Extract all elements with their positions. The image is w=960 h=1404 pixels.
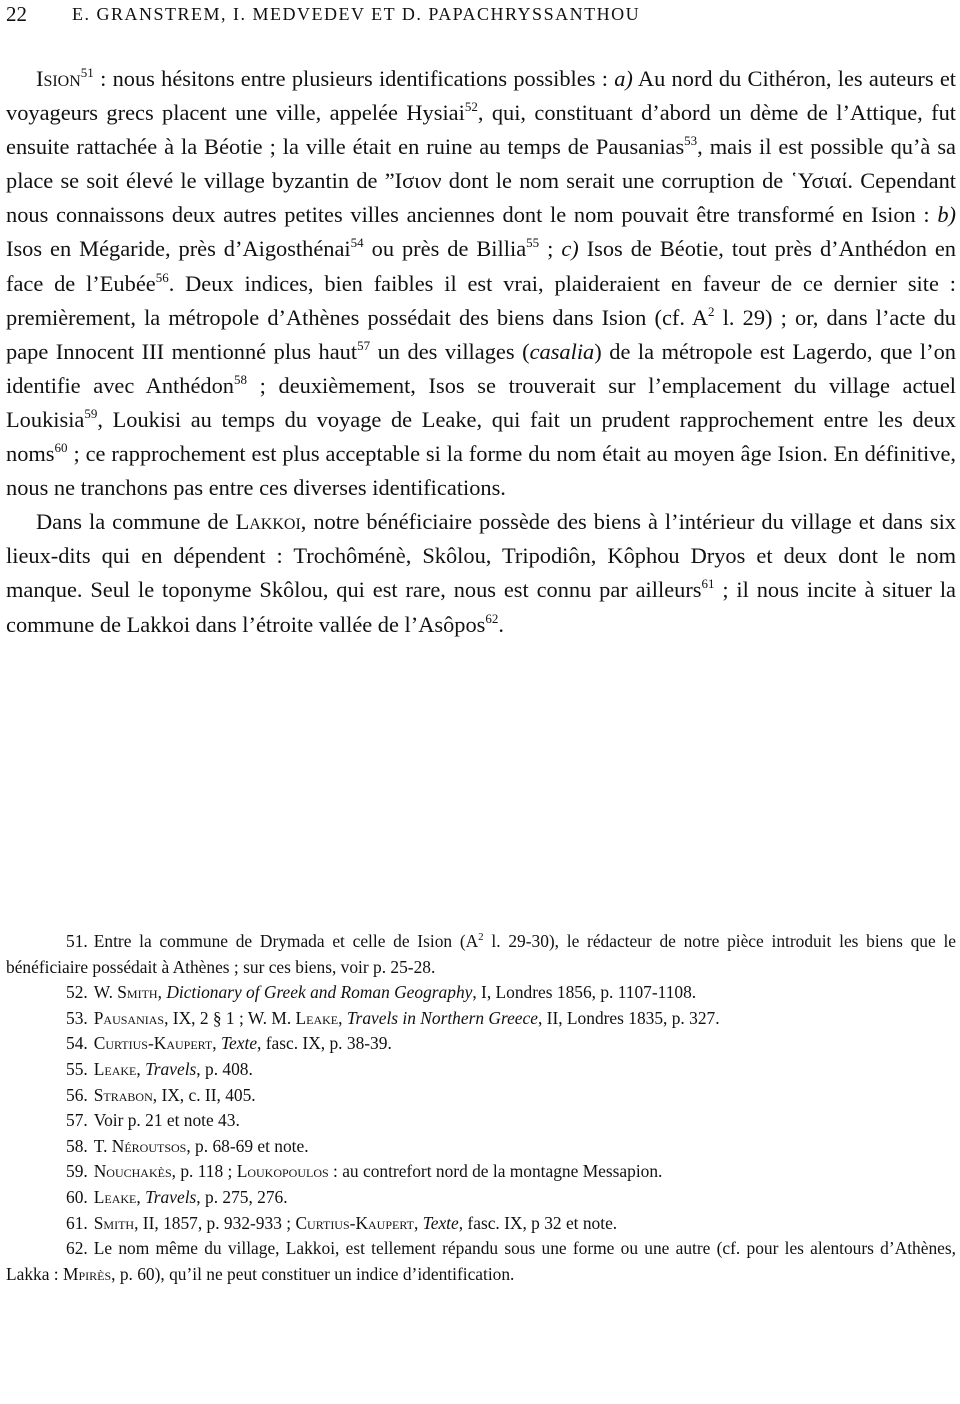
footnote — [6, 1185, 956, 1211]
text-run: : nous hésitons entre plusieurs identifications possibles : — [93, 66, 615, 91]
page-number: 22 — [6, 2, 27, 26]
small-caps-text: Loukopoulos — [236, 1161, 329, 1182]
footnote-ref: 60 — [54, 440, 68, 456]
small-caps-text: Mpirès — [62, 1263, 112, 1284]
italic-text: Dictionary of Greek and Roman Geography — [166, 982, 473, 1003]
small-caps-text: Curtius-Kaupert — [295, 1212, 414, 1233]
text-run: Dans la commune de — [36, 509, 236, 535]
paragraph-lakkoi — [6, 505, 956, 641]
text-run: ; ce rapprochement est plus acceptable si la forme du nom était au moyen âge Ision. En définitive, nous ne tranchons pas entre ces diverses identifications. — [6, 441, 956, 501]
footnote-number: 52. — [66, 982, 88, 1003]
footnote — [6, 1083, 956, 1109]
text-run: T. — [93, 1135, 112, 1156]
text-run: Isos en Mégaride, près d’Aigosthénai — [6, 236, 351, 262]
footnote-ref: 2 — [478, 931, 484, 943]
footnote-ref: 61 — [701, 576, 715, 592]
footnote-number: 54. — [66, 1033, 88, 1054]
small-caps-text: Pausanias — [93, 1007, 165, 1028]
text-run: ; deuxièmement, Isos se trouverait sur l’emplacement du village actuel Loukisia — [6, 372, 956, 432]
text-run: Voir p. 21 et note 43. — [93, 1110, 240, 1131]
text-run: , notre bénéficiaire possède des biens à l’intérieur du village et dans six lieux-dits qui en dépendent : Trochôménè, Skôlou, Tripodiôn, Kôphou Dryos et deux dont le nom manque. Seul le toponyme Skôlou, qui est rare, nous est connu par ailleurs — [6, 509, 956, 603]
small-caps-text: Leake — [93, 1058, 137, 1079]
footnote-ref: 54 — [350, 235, 364, 251]
footnote-ref: 57 — [357, 337, 371, 353]
text-run: . — [498, 611, 504, 637]
text-run: , — [212, 1033, 221, 1054]
italic-text: Travels in Northern Greece — [346, 1007, 538, 1028]
italic-text: Travels — [145, 1186, 197, 1207]
text-run: , fasc. IX, p. 38-39. — [257, 1033, 392, 1054]
italic-text: c) — [561, 236, 579, 262]
text-run: , p. 118 ; — [171, 1161, 237, 1182]
text-run: , mais il est possible qu’à sa place se soit élevé le village byzantin de ”Ισιον dont le nom serait une corruption de ῾Υσιαί. Cependant nous connaissons deux autres petites villes anciennes dont le nom pouvait être transformé en Ision : — [6, 134, 956, 228]
text-run: l. 29) ; or, dans l’acte du pape Innocent III mentionné plus haut — [6, 304, 956, 364]
footnotes — [6, 929, 956, 1287]
italic-text: Texte — [220, 1033, 258, 1054]
text-run: un des villages ( — [370, 338, 530, 364]
small-caps-text: Smith — [117, 982, 158, 1003]
footnote — [6, 1159, 956, 1185]
footnote — [6, 1134, 956, 1160]
italic-text: Texte — [422, 1212, 459, 1233]
small-caps-text: Leake — [295, 1007, 339, 1028]
text-run: , — [136, 1186, 146, 1207]
italic-text: Travels — [145, 1058, 197, 1079]
text-run: , p. 60), qu’il ne peut constituer un indice d’identification. — [111, 1263, 515, 1284]
footnote-ref: 53 — [684, 133, 698, 149]
footnote-ref: 59 — [84, 405, 98, 421]
text-run: , fasc. IX, p 32 et note. — [458, 1212, 618, 1233]
text-run: , — [413, 1212, 423, 1233]
text-run: : au contrefort nord de la montagne Messapion. — [328, 1161, 663, 1182]
text-run: ; il nous incite à situer la commune de Lakkoi dans l’étroite vallée de l’Asôpos — [6, 577, 956, 637]
footnote-ref: 58 — [233, 371, 247, 387]
text-run: l. 29-30), le rédacteur de notre pièce introduit les biens que le bénéficiaire possédait à Athènes ; sur ces biens, voir p. 25-28. — [6, 931, 956, 977]
text-run: Entre la commune de Drymada et celle de Ision (A — [93, 931, 479, 951]
small-caps-text: Smith — [93, 1212, 135, 1233]
footnote-ref: 56 — [155, 269, 169, 285]
text-run: ; — [539, 236, 562, 262]
footnote-number: 61. — [66, 1212, 88, 1233]
text-run: W. — [93, 982, 118, 1003]
text-run: , p. 275, 276. — [196, 1186, 288, 1207]
footnote-ref: 52 — [464, 99, 478, 115]
italic-text: a) — [614, 66, 633, 91]
footnote-number: 58. — [66, 1135, 88, 1156]
text-run: , IX, c. II, 405. — [152, 1084, 256, 1105]
footnote — [6, 980, 956, 1006]
text-run: Isos de Béotie, tout près d’Anthédon en face de l’Eubée — [6, 236, 957, 296]
running-header — [6, 2, 956, 28]
small-caps-text: Lakkoi — [235, 509, 301, 535]
text-run: Le nom même du village, Lakkoi, est tellement répandu sous une forme ou une autre (cf. pour les alentours d’Athènes, Lakka : — [6, 1238, 956, 1284]
small-caps-text: Nouchakès — [93, 1161, 172, 1182]
footnote — [6, 1006, 956, 1032]
text-run: , — [338, 1007, 347, 1028]
italic-text: casalia — [529, 338, 595, 364]
footnote-ref: 2 — [708, 303, 715, 319]
footnote — [6, 1031, 956, 1057]
footnote-ref: 62 — [485, 610, 499, 626]
footnote-number: 56. — [66, 1084, 88, 1105]
footnote — [6, 1057, 956, 1083]
text-run: , — [157, 982, 167, 1003]
small-caps-text: Ision — [36, 66, 81, 91]
small-caps-text: Leake — [93, 1186, 137, 1207]
text-run: , p. 68-69 et note. — [186, 1135, 309, 1156]
small-caps-text: Strabon — [93, 1084, 153, 1105]
text-run: . Deux indices, bien faibles il est vrai, plaideraient en faveur de ce dernier site : premièrement, la métropole d’Athènes possédait des biens dans Ision (cf. A — [6, 270, 956, 330]
footnote-number: 57. — [66, 1110, 88, 1131]
text-run: , qui, constituant d’abord un dème de l’Attique, fut ensuite rattachée à la Béotie ; la ville était en ruine au temps de Pausanias — [6, 100, 956, 160]
text-run: , II, Londres 1835, p. 327. — [537, 1007, 720, 1028]
small-caps-text: Curtius-Kaupert — [93, 1033, 213, 1054]
text-run: , II, 1857, p. 932-933 ; — [134, 1212, 296, 1233]
text-run: , p. 408. — [196, 1058, 253, 1079]
footnote — [6, 929, 956, 980]
text-run: Au nord du Cithéron, les auteurs et voyageurs grecs placent une ville, appelée Hysiai — [6, 66, 957, 126]
footnote-number: 59. — [66, 1161, 88, 1182]
footnote-ref: 55 — [526, 235, 540, 251]
footnote-number: 51. — [66, 931, 88, 951]
footnote — [6, 1211, 956, 1237]
text-run: , IX, 2 § 1 ; W. M. — [164, 1007, 296, 1028]
footnote — [6, 1108, 956, 1134]
footnote-ref: 51 — [80, 65, 94, 80]
footnote-number: 60. — [66, 1186, 88, 1207]
italic-text: b) — [937, 202, 956, 228]
main-text — [6, 62, 956, 642]
text-run: ) de la métropole est Lagerdo, que l’on identifie avec Anthédon — [6, 338, 957, 398]
footnote-number: 55. — [66, 1058, 88, 1079]
paragraph-ision — [6, 62, 956, 505]
footnote-number: 53. — [66, 1007, 88, 1028]
text-run: ou près de Billia — [363, 236, 527, 262]
text-run: , Loukisi au temps du voyage de Leake, qui fait un prudent rapprochement entre les deux noms — [6, 406, 956, 467]
running-title: E. GRANSTREM, I. MEDVEDEV ET D. PAPACHRYSSANTHOU — [72, 4, 641, 24]
footnote — [6, 1236, 956, 1287]
text-run: , I, Londres 1856, p. 1107-1108. — [472, 982, 697, 1003]
small-caps-text: Néroutsos — [111, 1135, 187, 1156]
footnote-number: 62. — [66, 1238, 88, 1259]
text-run: , — [136, 1058, 146, 1079]
